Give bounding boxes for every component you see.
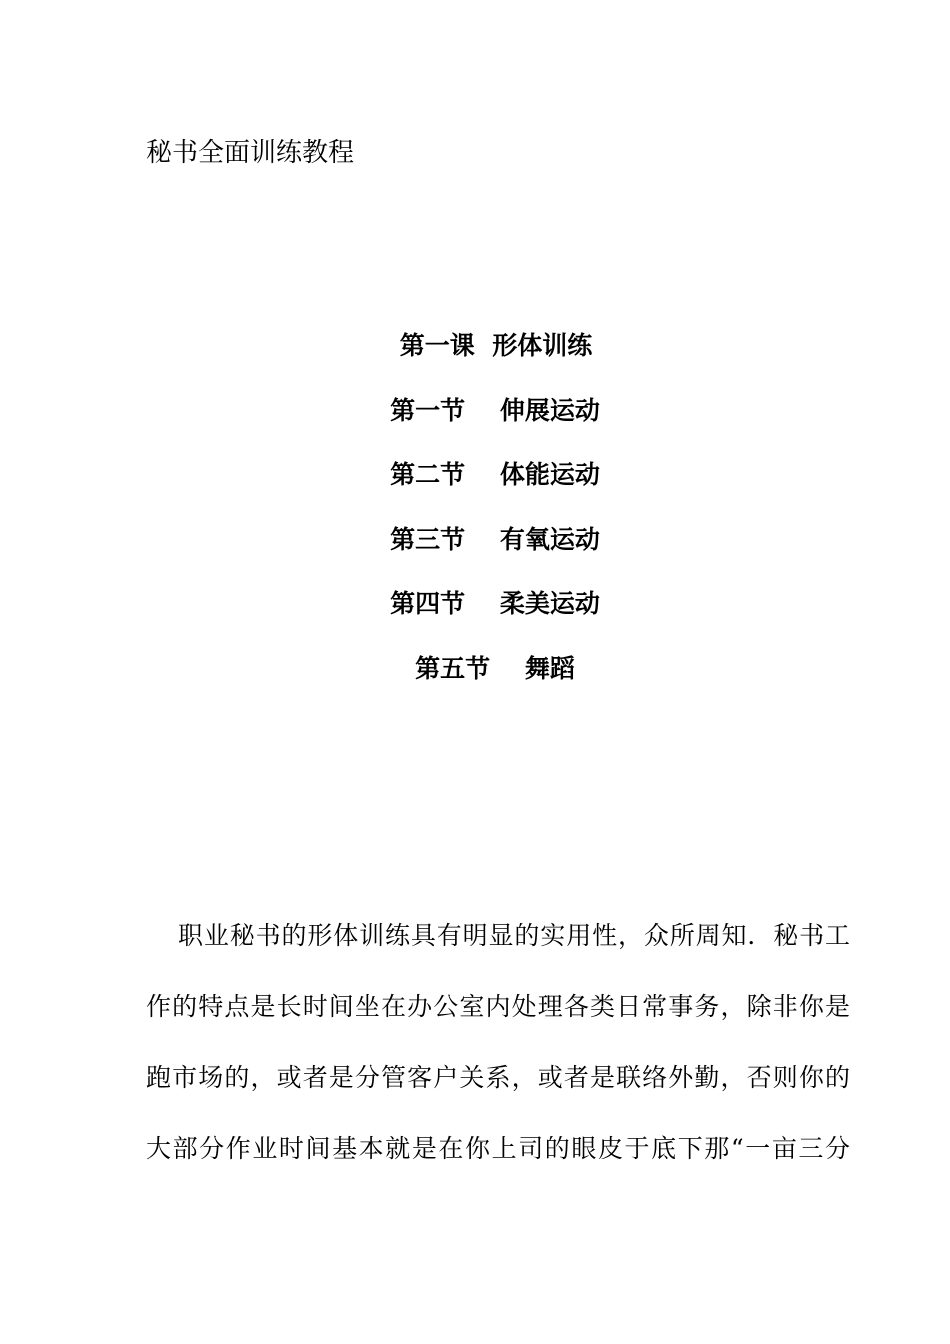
table-of-contents: [0, 327, 950, 714]
toc-section-5: 第五节 舞蹈: [415, 653, 575, 683]
body-line-1: 职业秘书的形体训练具有明显的实用性，众所周知．秘书工: [178, 921, 850, 950]
document-title: 秘书全面训练教程: [146, 138, 355, 168]
body-paragraph: [146, 900, 850, 1184]
body-line-2: 作的特点是长时间坐在办公室内处理各类日常事务，除非你是: [146, 992, 850, 1021]
toc-section-4: 第四节 柔美运动: [390, 589, 600, 618]
toc-section-1: 第一节 伸展运动: [390, 395, 600, 425]
toc-section-2: 第二节 体能运动: [390, 460, 600, 489]
toc-lesson-heading: 第一课 形体训练: [399, 331, 593, 360]
body-line-3: 跑市场的，或者是分管客户关系，或者是联络外勤，否则你的: [146, 1063, 850, 1092]
toc-section-3: 第三节 有氧运动: [390, 524, 600, 554]
body-line-4: 大部分作业时间基本就是在你上司的眼皮于底下那“一亩三分: [146, 1134, 850, 1163]
